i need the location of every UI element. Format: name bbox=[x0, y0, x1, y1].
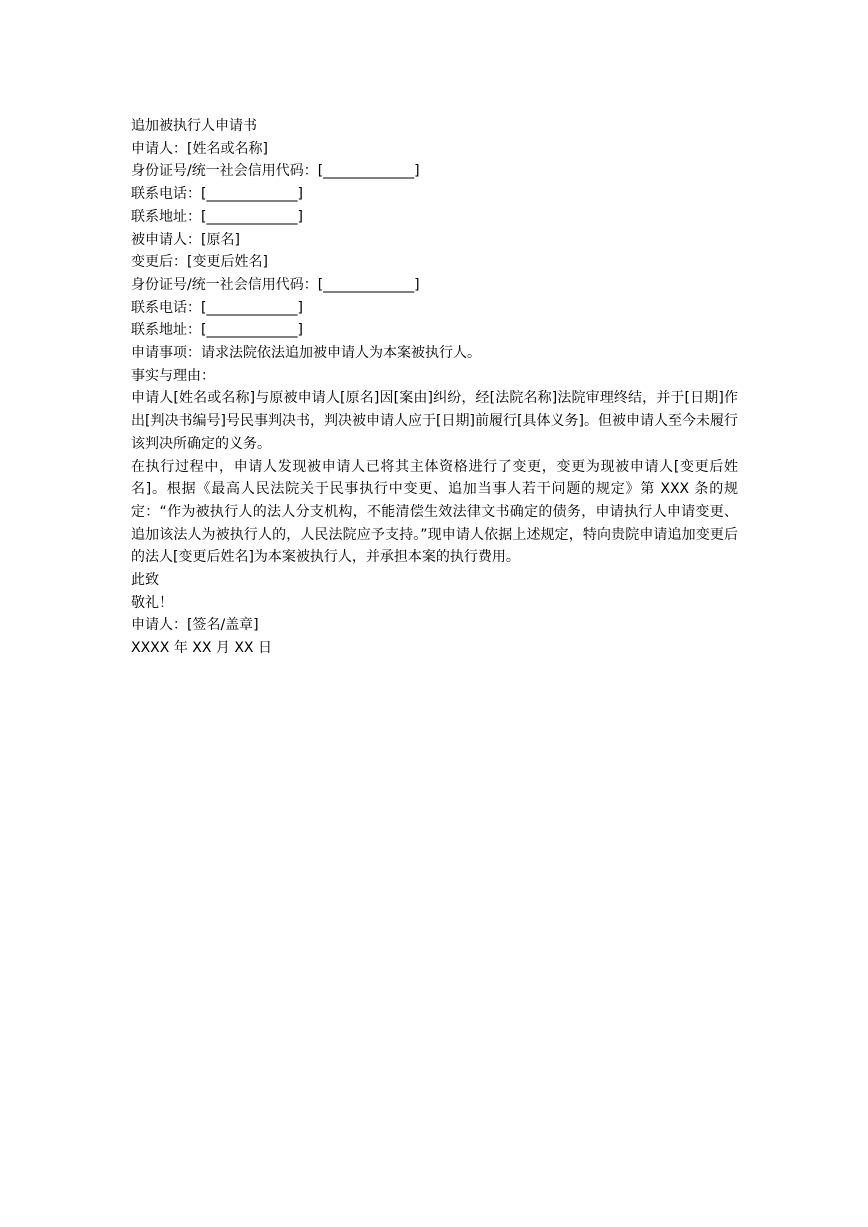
signature-line: 申请人：[签名/盖章] bbox=[131, 617, 259, 634]
closing-line-2: 敬礼！ bbox=[131, 594, 173, 611]
respondent-id-line: 身份证号/统一社会信用代码：[_____________] bbox=[131, 276, 420, 293]
respondent-line: 被申请人：[原名] bbox=[131, 231, 240, 248]
respondent-phone-line: 联系电话：[_____________] bbox=[131, 299, 303, 316]
applicant-phone-line: 联系电话：[_____________] bbox=[131, 186, 303, 203]
date-line: XXXX 年 XX 月 XX 日 bbox=[131, 640, 272, 657]
request-line: 申请事项：请求法院依法追加被申请人为本案被执行人。 bbox=[131, 345, 481, 362]
document-body bbox=[131, 115, 738, 660]
facts-paragraph-1: 申请人[姓名或名称]与原被申请人[原名]因[案由]纠纷，经[法院名称]法院审理终结，并于[日期]作出[判决书编号]号民事判决书，判决被申请人应于[日期]前履行[具体义务]。但被申请人至今未履行该判决所确定的义务。 bbox=[131, 390, 738, 452]
document-title: 追加被执行人申请书 bbox=[131, 118, 257, 134]
closing-line-1: 此致 bbox=[131, 572, 159, 589]
applicant-line: 申请人：[姓名或名称] bbox=[131, 140, 268, 157]
applicant-address-line: 联系地址：[_____________] bbox=[131, 208, 303, 225]
facts-paragraph-2: 在执行过程中，申请人发现被申请人已将其主体资格进行了变更，变更为现被申请人[变更后姓名]。根据《最高人民法院关于民事执行中变更、追加当事人若干问题的规定》第 XXX 条的规定：“作为被执行人的法人分支机构，不能清偿生效法律文书确定的债务，申请执行人申请变更、追加该法人为被执行人的，人民法院应予支持。”现申请人依据上述规定，特向贵院申请追加变更后的法人[变更后姓名]为本案被执行人，并承担本案的执行费用。 bbox=[131, 458, 738, 566]
facts-heading: 事实与理由： bbox=[131, 367, 215, 384]
applicant-id-line: 身份证号/统一社会信用代码：[_____________] bbox=[131, 163, 420, 180]
respondent-changed-line: 变更后：[变更后姓名] bbox=[131, 254, 268, 271]
respondent-address-line: 联系地址：[_____________] bbox=[131, 322, 303, 339]
